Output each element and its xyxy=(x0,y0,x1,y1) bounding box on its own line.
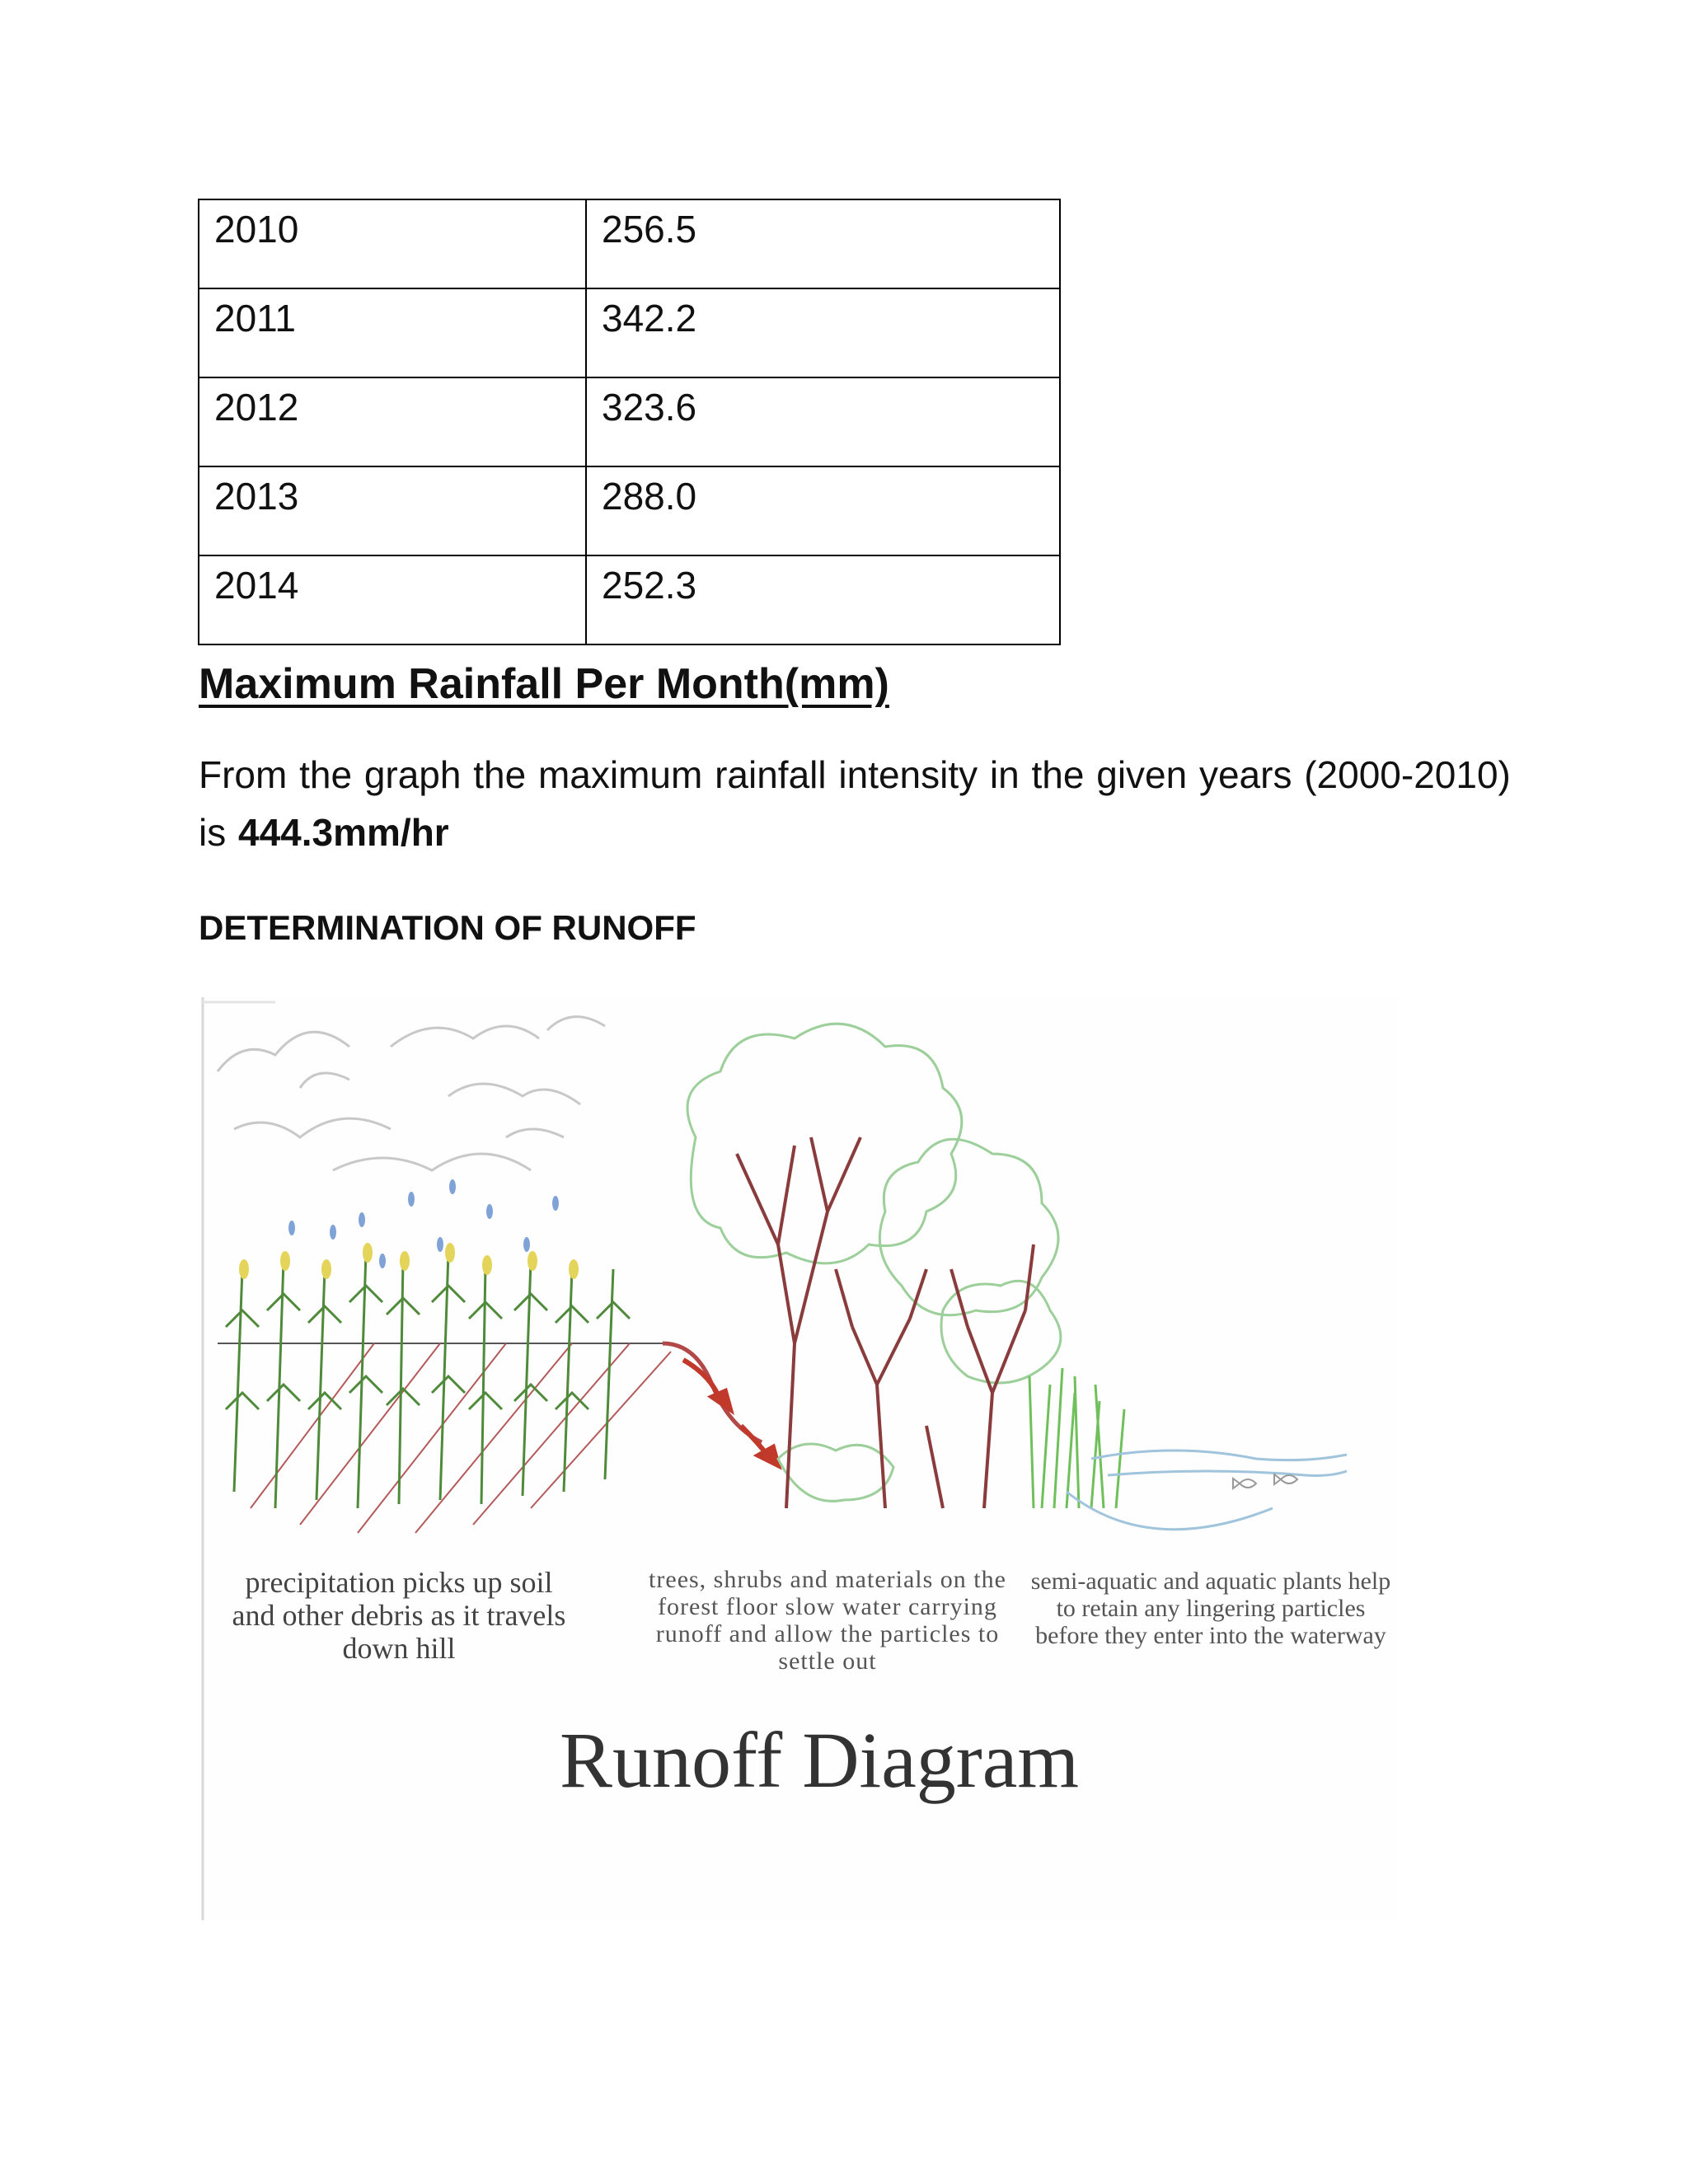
waterway xyxy=(1067,1451,1347,1530)
year-cell xyxy=(199,288,586,377)
table-row xyxy=(199,288,1060,377)
rainfall-text: 288.0 xyxy=(602,475,697,518)
table-row xyxy=(199,555,1060,644)
year-cell xyxy=(199,377,586,466)
rainfall-cell xyxy=(586,466,1060,555)
year-cell xyxy=(199,555,586,644)
paragraph-text: From the graph the maximum rainfall intensity in the given years (2000-2010) is xyxy=(199,753,1511,854)
rainfall-cell xyxy=(586,288,1060,377)
caption-precipitation: precipitation picks up soil and other debris as it travels down hill xyxy=(232,1566,566,1665)
year-text: 2011 xyxy=(214,297,296,340)
table-row xyxy=(199,466,1060,555)
year-cell xyxy=(199,199,586,288)
caption-aquatic-plants: semi-aquatic and aquatic plants help to retain any lingering particles before they enter into the waterway xyxy=(1030,1568,1391,1649)
aquatic-plants xyxy=(1029,1368,1124,1508)
rainfall-text: 342.2 xyxy=(602,297,697,340)
year-text: 2014 xyxy=(214,564,299,607)
rainfall-cell xyxy=(586,555,1060,644)
body-paragraph xyxy=(199,746,1517,861)
hillside-field xyxy=(218,1243,762,1533)
rainfall-cell xyxy=(586,377,1060,466)
table-row xyxy=(199,199,1060,288)
diagram-title: Runoff Diagram xyxy=(559,1716,1080,1804)
fish-icons xyxy=(1233,1474,1297,1488)
rainfall-cell xyxy=(586,199,1060,288)
table-body xyxy=(199,199,1060,644)
rainfall-text: 256.5 xyxy=(602,208,697,251)
rainfall-text: 252.3 xyxy=(602,564,697,607)
cloud-outlines xyxy=(218,1017,605,1170)
table-row xyxy=(199,377,1060,466)
year-text: 2013 xyxy=(214,475,299,518)
year-text: 2012 xyxy=(214,386,299,429)
section-heading: Maximum Rainfall Per Month(mm) xyxy=(199,660,889,708)
caption-forest: trees, shrubs and materials on the forest floor slow water carrying runoff and allow the particles to settle out xyxy=(649,1566,1006,1675)
runoff-diagram xyxy=(201,997,1396,1920)
rain-drops xyxy=(288,1179,559,1268)
paragraph-bold-value: 444.3mm/hr xyxy=(238,811,449,854)
year-text: 2010 xyxy=(214,208,299,251)
sub-heading: DETERMINATION OF RUNOFF xyxy=(199,908,696,947)
rainfall-table xyxy=(198,199,1061,645)
year-cell xyxy=(199,466,586,555)
rainfall-text: 323.6 xyxy=(602,386,697,429)
runoff-arrows xyxy=(683,1360,778,1465)
